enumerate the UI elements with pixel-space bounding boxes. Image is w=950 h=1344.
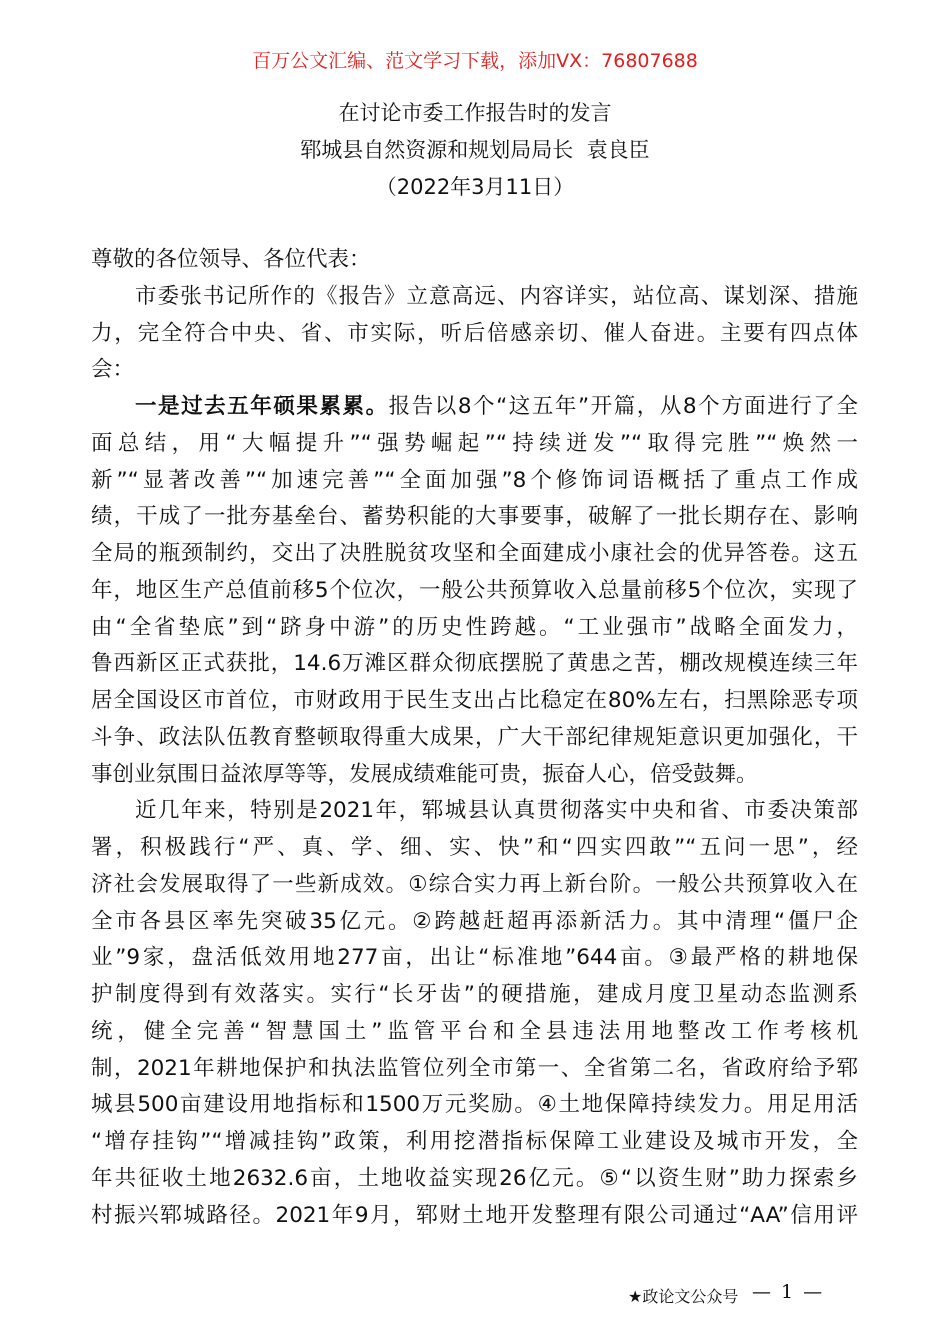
- paragraph-line: 年，地区生产总值前移5个位次，一般公共预算收入总量前移5个位次，实现了: [91, 577, 858, 603]
- paragraph-line: 新”“显著改善”“加速完善”“全面加强”8个修饰词语概括了重点工作成: [91, 467, 858, 493]
- paragraph-line: 事创业氛围日益浓厚等等，发展成绩难能可贵，振奋人心，倍受鼓舞。: [91, 761, 758, 787]
- paragraph-line: 全局的瓶颈制约，交出了决胜脱贫攻坚和全面建成小康社会的优异答卷。这五: [91, 541, 858, 566]
- salutation: 尊敬的各位领导、各位代表：: [91, 247, 371, 272]
- footer-source: ★政论文公众号: [628, 1287, 739, 1306]
- paragraph-line: 会：: [91, 357, 135, 383]
- paragraph-line: 居全国设区市首位，市财政用于民生支出占比稳定在80%左右，扫黑除恶专项: [91, 688, 858, 713]
- paragraph-line: 济社会发展取得了一些新成效。①综合实力再上新台阶。一般公共预算收入在: [91, 871, 858, 897]
- document-body: [91, 242, 858, 1234]
- paragraph-line: 年共征收土地2632.6亩，土地收益实现26亿元。⑤“以资生财”助力探索乡: [91, 1165, 858, 1191]
- paragraph-line: 市委张书记所作的《报告》立意高远、内容详实，站位高、谋划深、措施: [135, 283, 858, 309]
- paragraph-line: 绩，干成了一批夯基垒台、蓄势积能的大事要事，破解了一批长期存在、影响: [91, 504, 858, 530]
- paragraph-line: 制，2021年耕地保护和执法监管位列全市第一、全省第二名，省政府给予郓: [91, 1055, 858, 1081]
- paragraph-text: 报告以8个“这五年”开篇，从8个方面进行了全: [388, 394, 858, 419]
- paragraph-line: 署，积极践行“严、真、学、细、实、快”和“四实四敢”“五问一思”，经: [91, 835, 858, 860]
- paragraph-line: 鲁西新区正式获批，14.6万滩区群众彻底摆脱了黄患之苦，棚改规模连续三年: [91, 651, 858, 677]
- paragraph-line: 全市各县区率先突破35亿元。②跨越赶超再添新活力。其中清理“僵尸企: [91, 908, 858, 934]
- paragraph-line: 力，完全符合中央、省、市实际，听后倍感亲切、催人奋进。主要有四点体: [91, 320, 858, 346]
- paragraph-line: 近几年来，特别是2021年，郓城县认真贯彻落实中央和省、市委决策部: [135, 798, 858, 824]
- paragraph-line: 村振兴郓城路径。2021年9月，郓财土地开发整理有限公司通过“AA”信用评: [91, 1202, 858, 1228]
- paragraph-line: 业”9家，盘活低效用地277亩，出让“标准地”644亩。③最严格的耕地保: [91, 945, 858, 971]
- paragraph-line: 统，健全完善“智慧国土”监管平台和全县违法用地整改工作考核机: [91, 1018, 858, 1044]
- document-title: 在讨论市委工作报告时的发言: [338, 101, 612, 125]
- paragraph-line: 斗争、政法队伍教育整顿取得重大成果，广大干部纪律规矩意识更加强化，干: [91, 724, 858, 750]
- page-number: — 1 —: [752, 1281, 825, 1303]
- paragraph-lead: 一是过去五年硕果累累。: [135, 394, 389, 419]
- watermark-banner: 百万公文汇编、范文学习下载，添加VX：76807688: [252, 50, 698, 72]
- document-author: 郓城县自然资源和规划局局长 袁良臣: [300, 138, 650, 162]
- paragraph-line: 护制度得到有效落实。实行“长牙齿”的硬措施，建成月度卫星动态监测系: [91, 982, 858, 1007]
- paragraph-line: [91, 389, 858, 426]
- paragraph-line: 面总结，用“大幅提升”“强势崛起”“持续迸发”“取得完胜”“焕然一: [91, 430, 858, 456]
- paragraph-line: “增存挂钩”“增减挂钩”政策，利用挖潜指标保障工业建设及城市开发，全: [91, 1129, 858, 1154]
- paragraph-line: 由“全省垫底”到“跻身中游”的历史性跨越。“工业强市”战略全面发力，: [91, 614, 858, 640]
- paragraph-line: 城县500亩建设用地指标和1500万元奖励。④土地保障持续发力。用足用活: [91, 1092, 858, 1118]
- document-date: （2022年3月11日）: [375, 175, 575, 199]
